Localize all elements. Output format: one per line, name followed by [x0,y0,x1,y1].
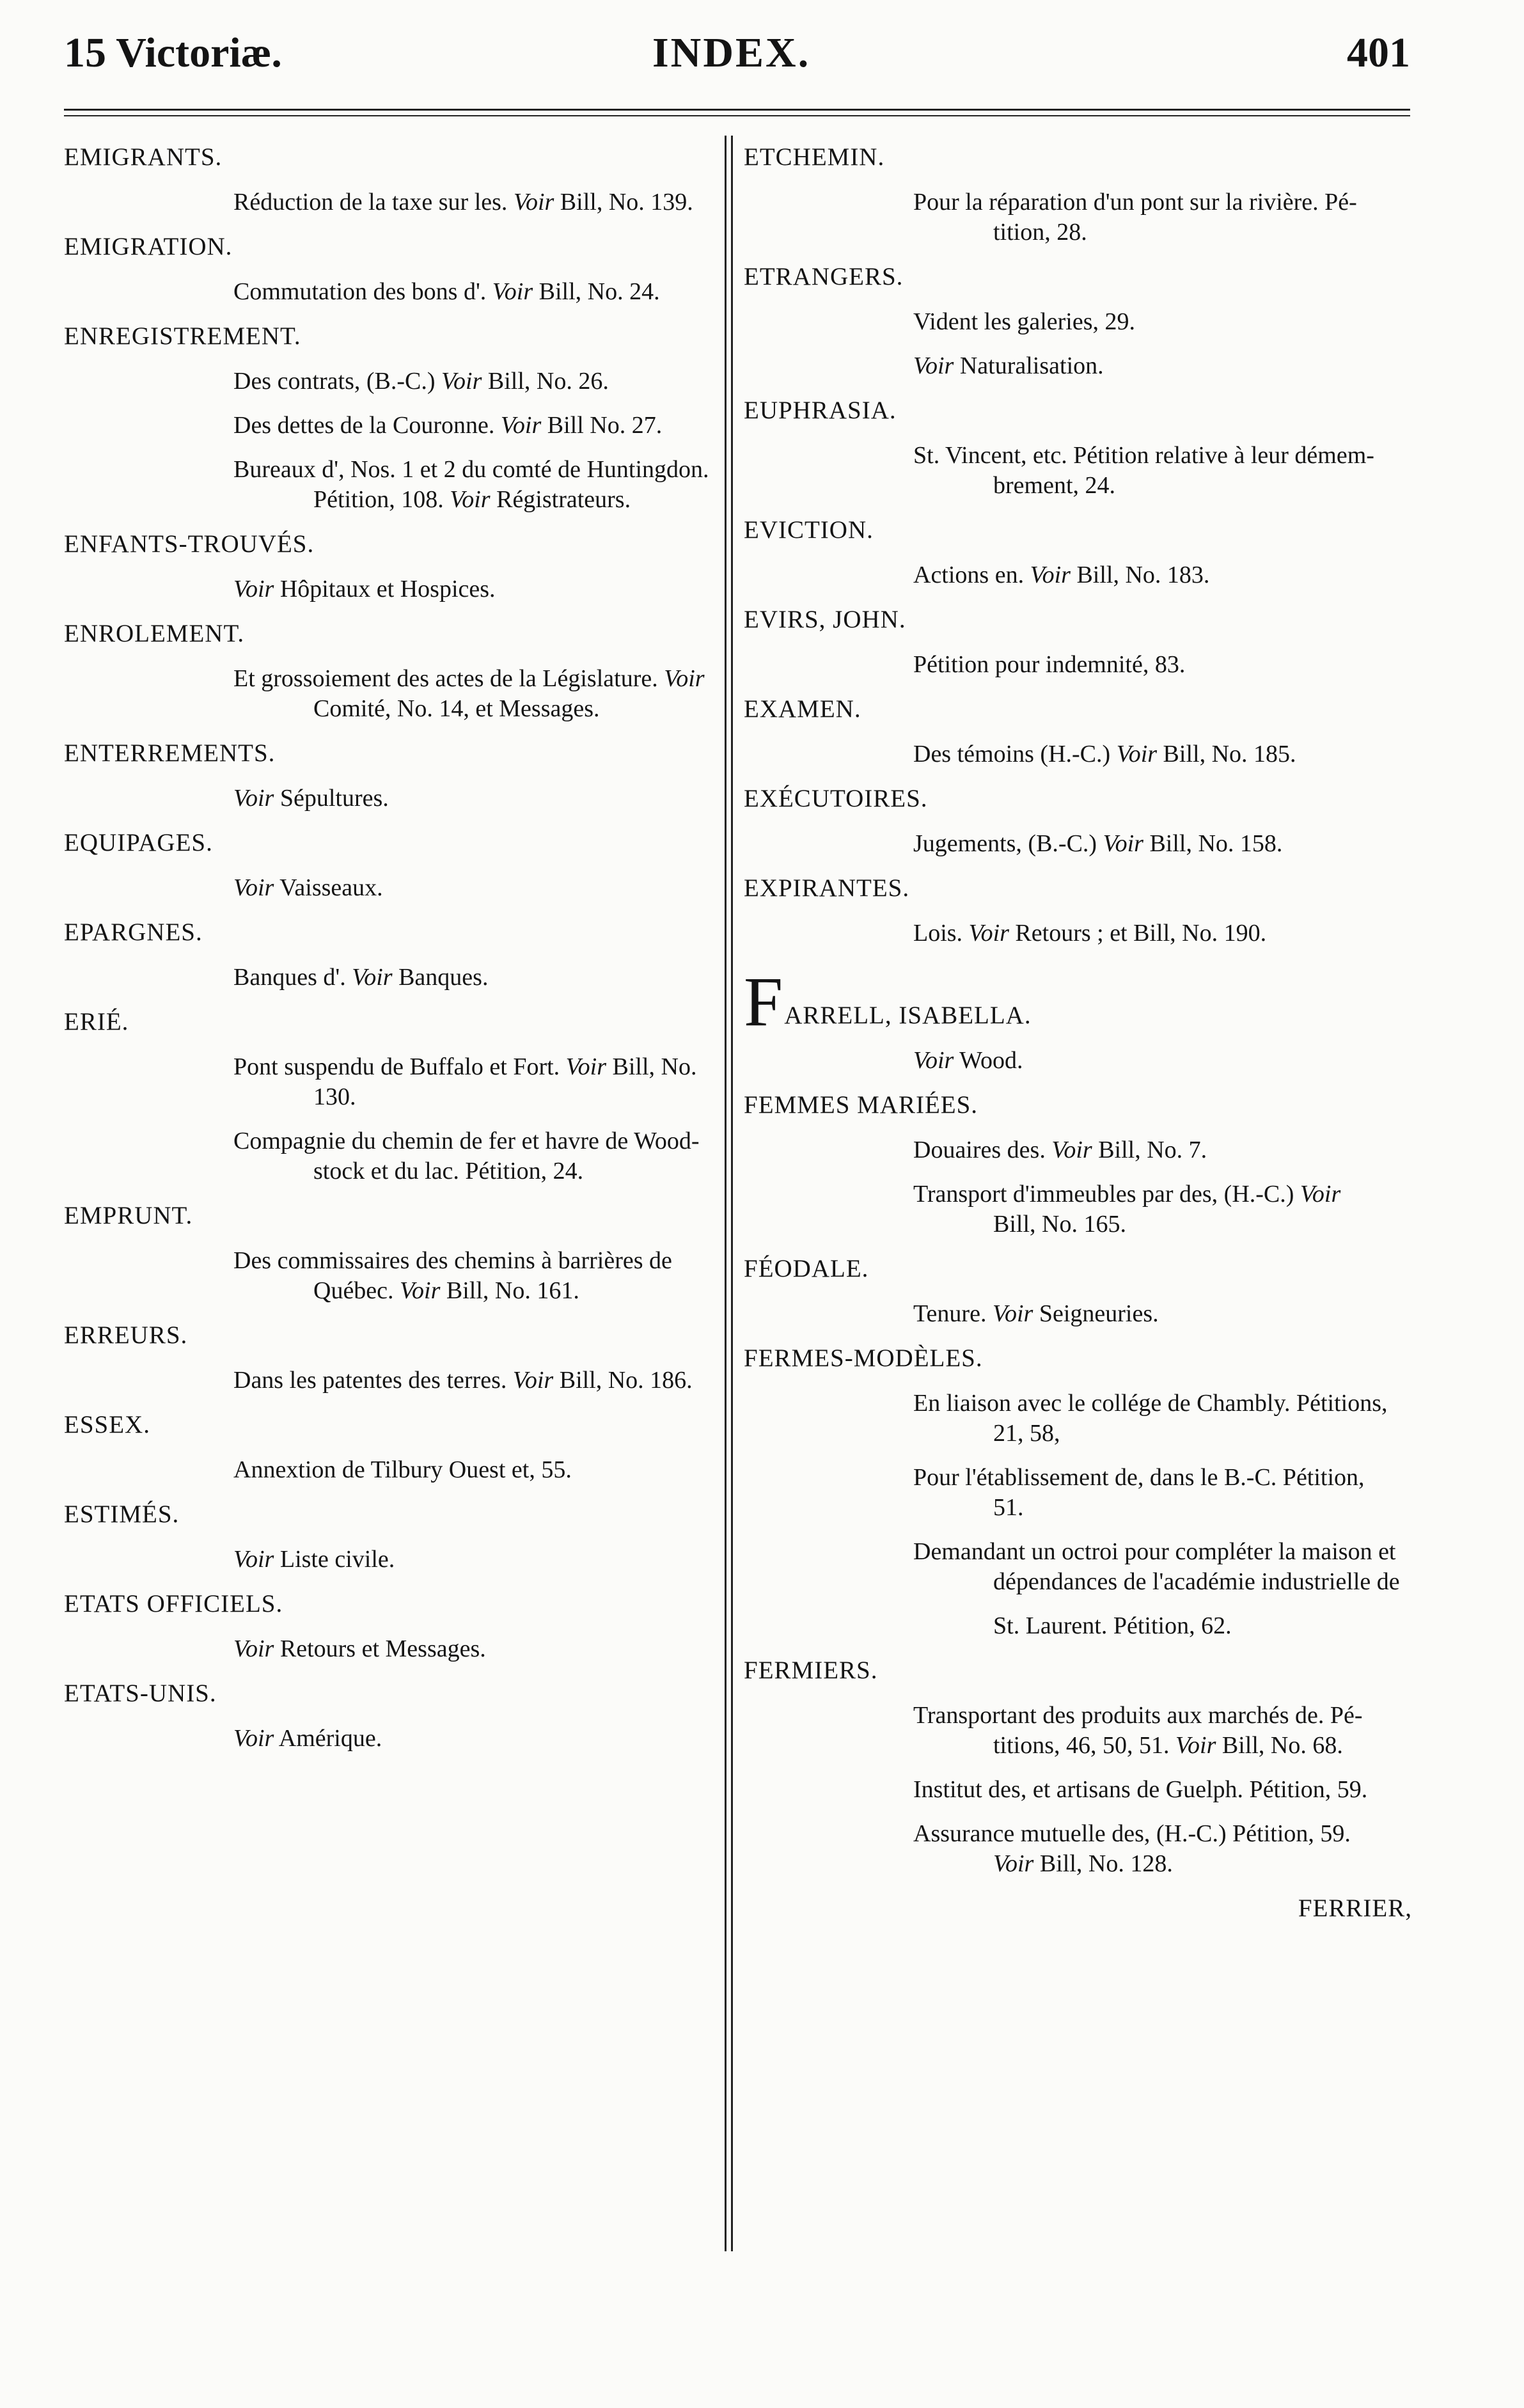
index-entry [744,963,1412,1076]
section-f-heading [744,963,1412,1041]
subentry-text: Institut des, et artisans de Guelph. Pétition, 59. [913,1776,1368,1803]
index-subentry [744,560,1412,590]
index-entry [744,395,1412,501]
entry-heading: ENROLEMENT. [64,620,245,647]
index-entry [64,1007,723,1186]
entry-heading: FERMIERS. [744,1656,878,1684]
index-subentry [64,366,723,397]
entry-heading: ENREGISTREMENT. [64,322,301,350]
subentry-continuation: stock et du lac. Pétition, 24. [313,1158,584,1184]
index-entry [744,783,1412,859]
index-subentry [744,1701,1412,1761]
entry-heading: FERMES-MODÈLES. [744,1344,983,1372]
index-subentry [64,574,723,604]
entry-heading: ESTIMÉS. [64,1500,180,1528]
index-subentry [64,1545,723,1575]
subentry-text: Lois. Voir Retours ; et Bill, No. 190. [913,920,1267,947]
subentry-text: Pétition pour indemnité, 83. [913,651,1186,678]
subentry-text: En liaison avec le collége de Chambly. Pétitions, [913,1390,1388,1417]
index-subentry [64,783,723,814]
subentry-text: Tenure. Voir Seigneuries. [913,1300,1159,1327]
entry-heading: EMPRUNT. [64,1202,193,1229]
index-subentry [744,1819,1412,1879]
subentry-text: Voir Sépultures. [233,785,389,812]
entry-heading: ERREURS. [64,1321,188,1349]
subentry-continuation: Québec. Voir Bill, No. 161. [313,1277,579,1304]
index-entry [64,828,723,903]
index-subentry [64,277,723,307]
subentry-continuation: Bill, No. 165. [993,1211,1126,1238]
entry-heading: EPARGNES. [64,918,203,946]
subentry-text: Des dettes de la Couronne. Voir Bill No. 27. [233,412,663,439]
subentry-text: Voir Vaisseaux. [233,874,383,901]
index-subentry [64,664,723,724]
index-entry [744,262,1412,381]
subentry-text: Pont suspendu de Buffalo et Fort. Voir Bill, No. [233,1053,697,1080]
subentry-text: Voir Liste civile. [233,1546,395,1573]
subentry-text: Assurance mutuelle des, (H.-C.) Pétition, 59. [913,1820,1351,1847]
index-subentry [744,739,1412,769]
subentry-continuation: 21, 58, [993,1420,1060,1447]
entry-heading: EUPHRASIA. [744,397,897,424]
entry-heading: ETATS-UNIS. [64,1680,217,1707]
index-subentry [744,441,1412,501]
index-subentry [744,1389,1412,1449]
running-header [64,29,1410,80]
entry-heading: ERIÉ. [64,1008,129,1035]
subentry-text: Banques d'. Voir Banques. [233,964,489,991]
header-rule-bottom [64,115,1410,116]
subentry-text: Jugements, (B.-C.) Voir Bill, No. 158. [913,830,1283,857]
subentry-text: Annextion de Tilbury Ouest et, 55. [233,1456,572,1483]
index-subentry [64,1455,723,1485]
index-entry [64,142,723,217]
subentry-continuation: tition, 28. [993,219,1087,246]
index-column-right [744,142,1412,1923]
index-subentry [744,1775,1412,1805]
index-subentry [64,1246,723,1306]
entry-heading: EMIGRATION. [64,233,233,260]
index-subentry [744,187,1412,248]
subentry-text: Transportant des produits aux marchés de. Pé- [913,1702,1363,1729]
page-number: 401 [1347,29,1410,76]
subentry-text: Et grossoiement des actes de la Législature. Voir [233,665,705,692]
subentry-text: Voir Naturalisation. [913,352,1104,379]
index-entry [64,1499,723,1575]
index-subentry [64,411,723,441]
entry-heading: ENTERREMENTS. [64,739,276,767]
subentry-continuation: titions, 46, 50, 51. Voir Bill, No. 68. [993,1732,1343,1759]
index-entry [744,515,1412,590]
entry-heading: EQUIPAGES. [64,829,213,856]
index-subentry [744,1611,1412,1641]
subentry-text: Bureaux d', Nos. 1 et 2 du comté de Huntingdon. [233,456,709,483]
subentry-text: Voir Hôpitaux et Hospices. [233,576,496,602]
index-entry [64,738,723,814]
index-subentry [744,1299,1412,1329]
subentry-text: Voir Amérique. [233,1725,382,1752]
index-entry [744,873,1412,948]
entry-heading: FEMMES MARIÉES. [744,1091,978,1119]
subentry-continuation: 51. [993,1494,1024,1521]
subentry-continuation: Comité, No. 14, et Messages. [313,695,600,722]
index-entry [744,694,1412,769]
drop-cap: F [744,963,783,1041]
subentry-text: Des témoins (H.-C.) Voir Bill, No. 185. [913,741,1296,767]
subentry-continuation: Pétition, 108. Voir Régistrateurs. [313,486,631,513]
index-entry [744,142,1412,248]
subentry-text: Actions en. Voir Bill, No. 183. [913,562,1210,588]
subentry-continuation: St. Laurent. Pétition, 62. [993,1612,1232,1639]
index-subentry [64,1365,723,1396]
entry-heading: EMIGRANTS. [64,143,223,171]
index-subentry [744,1135,1412,1165]
index-entry [64,917,723,993]
subentry-text: Douaires des. Voir Bill, No. 7. [913,1137,1207,1163]
index-subentry [744,650,1412,680]
index-subentry [744,1537,1412,1597]
index-subentry [744,1046,1412,1076]
index-subentry [64,1052,723,1112]
index-entry [64,618,723,724]
subentry-text: Voir Retours et Messages. [233,1635,486,1662]
index-entry [64,232,723,307]
subentry-text: Dans les patentes des terres. Voir Bill, No. 186. [233,1367,693,1394]
entry-heading: EXPIRANTES. [744,874,910,902]
index-subentry [744,1179,1412,1239]
entry-heading: ARRELL, ISABELLA. [784,1002,1032,1029]
entry-heading: EVICTION. [744,516,874,544]
subentry-text: Réduction de la taxe sur les. Voir Bill, No. 139. [233,189,693,216]
subentry-text: Vident les galeries, 29. [913,308,1136,335]
subentry-text: Pour la réparation d'un pont sur la rivière. Pé- [913,189,1357,216]
index-entry [64,1200,723,1306]
subentry-continuation: 130. [313,1083,356,1110]
index-entry [64,529,723,604]
index-subentry [64,1126,723,1186]
subentry-continuation: Voir Bill, No. 128. [993,1850,1173,1877]
entry-heading: EXAMEN. [744,695,861,723]
subentry-text: Commutation des bons d'. Voir Bill, No. 24. [233,278,660,305]
index-subentry [64,455,723,515]
index-subentry [64,1634,723,1664]
index-entry [64,1589,723,1664]
index-entry [744,1090,1412,1239]
subentry-text: Demandant un octroi pour compléter la maison et [913,1538,1396,1565]
index-subentry [744,307,1412,337]
index-subentry [744,918,1412,948]
index-entry [744,1655,1412,1879]
entry-heading: ETCHEMIN. [744,143,885,171]
index-subentry [64,187,723,217]
entry-heading: FÉODALE. [744,1255,869,1282]
subentry-continuation: dépendances de l'académie industrielle de [993,1568,1400,1595]
index-subentry [64,1724,723,1754]
catchword: FERRIER, [1298,1894,1412,1922]
index-entry [744,604,1412,680]
index-entry [744,1343,1412,1641]
index-column-left [64,142,723,1768]
index-subentry [744,351,1412,381]
header-rule-top [64,109,1410,111]
index-entry [64,1678,723,1754]
subentry-text: Pour l'établissement de, dans le B.-C. Pétition, [913,1464,1365,1491]
entry-heading: ETATS OFFICIELS. [64,1590,283,1617]
header-volume: 15 Victoriæ. [64,29,282,76]
index-subentry [64,963,723,993]
entry-heading: ESSEX. [64,1411,150,1438]
index-entry [744,1254,1412,1329]
subentry-text: Compagnie du chemin de fer et havre de Wood- [233,1128,700,1154]
subentry-text: Des contrats, (B.-C.) Voir Bill, No. 26. [233,368,609,395]
subentry-text: St. Vincent, etc. Pétition relative à leur démem- [913,442,1374,469]
subentry-text: Voir Wood. [913,1047,1023,1074]
subentry-text: Transport d'immeubles par des, (H.-C.) Voir [913,1181,1341,1208]
column-divider-left [725,136,727,2251]
subentry-text: Des commissaires des chemins à barrières de [233,1247,672,1274]
index-entry [64,1320,723,1396]
column-divider-right [731,136,733,2251]
entry-heading: ENFANTS-TROUVÉS. [64,530,315,558]
subentry-continuation: brement, 24. [993,472,1116,499]
entry-heading: ETRANGERS. [744,263,904,290]
index-entry [64,321,723,515]
entry-heading: EVIRS, JOHN. [744,606,906,633]
index-subentry [744,1463,1412,1523]
header-title: INDEX. [652,29,811,76]
index-subentry [744,829,1412,859]
index-entry [64,1410,723,1485]
index-subentry [64,873,723,903]
entry-heading: EXÉCUTOIRES. [744,785,928,812]
